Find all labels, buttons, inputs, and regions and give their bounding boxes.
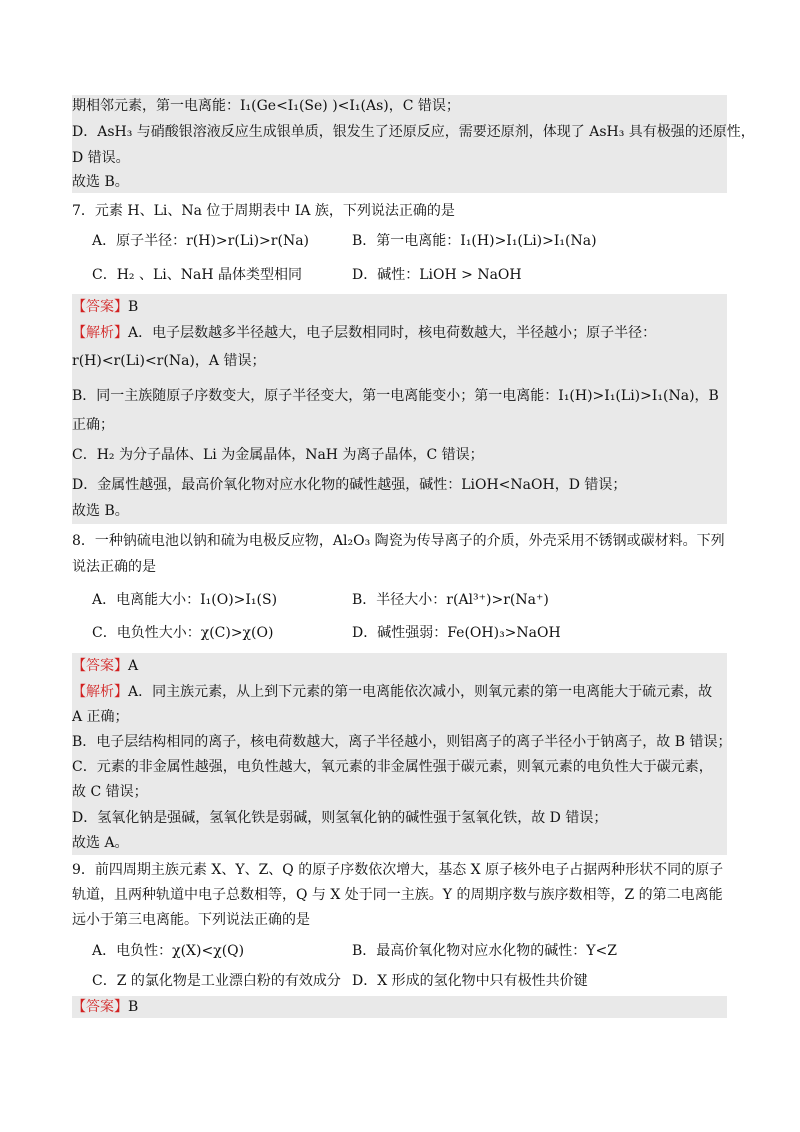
q7-analysis-3: B．同一主族随原子序数变大，原子半径变大，第一电离能变小；第一电离能：I₁(H)>I₁(Li)>I₁(Na)，B: [72, 388, 719, 404]
q6-line-3: D 错误。: [72, 150, 130, 166]
q7-analysis-4: 正确；: [72, 417, 114, 433]
q7-analysis-6: D．金属性越强，最高价氧化物对应水化物的碱性越强，碱性：LiOH<NaOH，D 错误；: [72, 477, 627, 493]
q9-option-c: C．Z 的氯化物是工业漂白粉的有效成分: [92, 973, 341, 989]
q6-line-2: D．AsH₃ 与硝酸银溶液反应生成银单质，银发生了还原反应，需要还原剂，体现了 AsH₃ 具有极强的还原性，: [72, 124, 755, 140]
q9-option-a: A．电负性：χ(X)<χ(Q): [92, 943, 245, 959]
answer-tag: 【答案】: [72, 299, 128, 315]
q9-answer: [72, 996, 138, 1018]
q8-stem-1: 8．一种钠硫电池以钠和硫为电极反应物，Al₂O₃ 陶瓷为传导离子的介质，外壳采用不锈钢或碳材料。下列: [72, 533, 725, 549]
q9-stem-1: 9．前四周期主族元素 X、Y、Z、Q 的原子序数依次增大，基态 X 原子核外电子占据两种形状不同的原子: [72, 862, 724, 878]
q8-option-b: B．半径大小：r(Al³⁺)>r(Na⁺): [352, 592, 549, 608]
answer-tag: 【答案】: [72, 658, 128, 674]
analysis-text: A．同主族元素，从上到下元素的第一电离能依次减小，则氧元素的第一电离能大于硫元素，故: [128, 684, 713, 700]
q7-analysis-5: C．H₂ 为分子晶体、Li 为金属晶体，NaH 为离子晶体，C 错误；: [72, 447, 484, 463]
q9-stem-3: 远小于第三电离能。下列说法正确的是: [72, 912, 310, 928]
q8-analysis-2: A 正确；: [72, 709, 129, 725]
q7-option-b: B．第一电离能：I₁(H)>I₁(Li)>I₁(Na): [352, 233, 597, 249]
q9-option-d: D．X 形成的氢化物中只有极性共价键: [352, 973, 588, 989]
q8-option-a: A．电离能大小：I₁(O)>I₁(S): [92, 592, 278, 608]
q8-analysis-4: C．元素的非金属性越强，电负性越大，氧元素的非金属性强于碳元素，则氧元素的电负性大于碳元素，: [72, 759, 713, 775]
q7-analysis-2: r(H)<r(Li)<r(Na)，A 错误；: [72, 353, 266, 369]
analysis-text: A．电子层数越多半径越大，电子层数相同时，核电荷数越大，半径越小；原子半径：: [128, 325, 657, 341]
q8-option-c: C．电负性大小：χ(C)>χ(O): [92, 625, 274, 641]
q7-option-d: D．碱性：LiOH > NaOH: [352, 267, 522, 283]
q8-analysis-1: [72, 681, 712, 703]
q7-option-c: C．H₂ 、Li、NaH 晶体类型相同: [92, 267, 303, 283]
answer-value: B: [128, 299, 139, 315]
q7-answer: [72, 296, 138, 318]
q7-analysis-7: 故选 B。: [72, 503, 129, 519]
shade-q9-answer: [72, 996, 727, 1018]
q8-analysis-6: D．氢氧化钠是强碱，氢氧化铁是弱碱，则氢氧化钠的碱性强于氢氧化铁，故 D 错误；: [72, 810, 608, 826]
analysis-tag: 【解析】: [72, 325, 128, 341]
q8-analysis-7: 故选 A。: [72, 835, 129, 851]
answer-tag: 【答案】: [72, 999, 128, 1015]
q7-option-a: A．原子半径：r(H)>r(Li)>r(Na): [92, 233, 309, 249]
q9-option-b: B．最高价氧化物对应水化物的碱性：Y<Z: [352, 943, 617, 959]
q9-stem-2: 轨道，且两种轨道中电子总数相等，Q 与 X 处于同一主族。Y 的周期序数与族序数相等，Z 的第二电离能: [72, 887, 723, 903]
q8-stem-2: 说法正确的是: [72, 559, 156, 575]
q7-analysis-1: [72, 322, 656, 344]
q8-analysis-5: 故 C 错误；: [72, 784, 148, 800]
q8-answer: [72, 655, 138, 677]
answer-value: B: [128, 999, 139, 1015]
q8-analysis-3: B．电子层结构相同的离子，核电荷数越大，离子半径越小，则铝离子的离子半径小于钠离子，故 B 错误；: [72, 734, 732, 750]
q7-stem: 7．元素 H、Li、Na 位于周期表中 IA 族，下列说法正确的是: [72, 203, 455, 219]
q6-line-4: 故选 B。: [72, 174, 129, 190]
q6-line-1: 期相邻元素，第一电离能：I₁(Ge<I₁(Se) )<I₁(As)，C 错误；: [72, 98, 460, 114]
answer-value: A: [128, 658, 139, 674]
q8-option-d: D．碱性强弱：Fe(OH)₃>NaOH: [352, 625, 561, 641]
analysis-tag: 【解析】: [72, 684, 128, 700]
